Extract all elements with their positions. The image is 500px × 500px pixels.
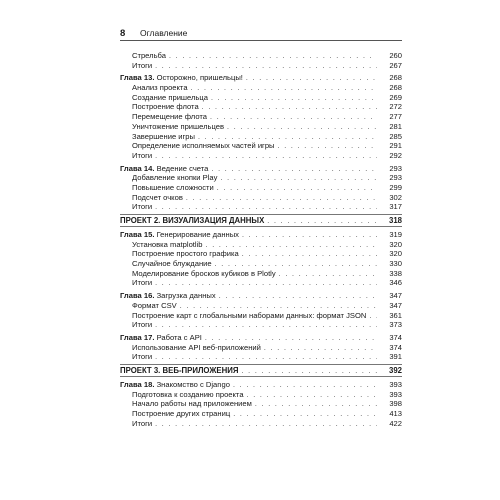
dot-leader bbox=[267, 216, 377, 227]
dot-leader bbox=[219, 292, 377, 302]
chapter-title: Знакомство с Django bbox=[156, 379, 230, 389]
toc-chapter-row[interactable] bbox=[120, 230, 402, 240]
toc-entry-title: Установка matplotlib bbox=[132, 239, 203, 249]
toc-entry-row[interactable] bbox=[120, 112, 402, 122]
dot-leader bbox=[211, 165, 377, 175]
toc-page-number: 392 bbox=[388, 365, 402, 375]
toc-page-number: 267 bbox=[389, 60, 402, 70]
dot-leader bbox=[191, 84, 377, 94]
toc-page-number: 293 bbox=[389, 163, 402, 173]
toc-entry-title: Уничтожение пришельцев bbox=[132, 121, 225, 131]
toc-entry-row[interactable] bbox=[120, 193, 402, 203]
toc-chapter-row[interactable] bbox=[120, 164, 402, 174]
toc-page-number: 318 bbox=[388, 216, 402, 225]
toc-page-number: 393 bbox=[389, 389, 402, 399]
toc-entry-row[interactable] bbox=[120, 83, 402, 93]
toc-entry-row[interactable] bbox=[120, 352, 402, 362]
dot-leader bbox=[217, 184, 377, 194]
toc-entry-title bbox=[120, 73, 243, 83]
chapter-title: Осторожно, пришельцы! bbox=[156, 73, 243, 83]
toc-page-number: 374 bbox=[389, 342, 402, 352]
toc-page-number: 320 bbox=[389, 249, 402, 259]
dot-leader bbox=[233, 381, 377, 391]
toc-chapter-row[interactable] bbox=[120, 380, 402, 390]
dot-leader bbox=[369, 312, 377, 322]
dot-leader bbox=[242, 231, 377, 241]
dot-leader bbox=[155, 62, 377, 72]
toc-entry-row[interactable] bbox=[120, 202, 402, 212]
toc-entry-title: Стрельба bbox=[132, 51, 166, 60]
toc-entry-title bbox=[120, 380, 230, 390]
toc-page-number: 398 bbox=[389, 399, 402, 409]
toc-entry-row[interactable] bbox=[120, 269, 402, 279]
toc-entry-row[interactable] bbox=[120, 183, 402, 193]
dot-leader bbox=[155, 279, 377, 289]
toc-page-number: 268 bbox=[389, 83, 402, 93]
toc-entry-row[interactable] bbox=[120, 301, 402, 311]
chapter-title: Загрузка данных bbox=[156, 291, 216, 301]
dot-leader bbox=[247, 391, 377, 401]
toc-entry-title bbox=[120, 291, 216, 301]
toc-page-number: 422 bbox=[389, 418, 402, 428]
toc-page-number: 291 bbox=[389, 141, 402, 151]
toc-entry-title: ПРОЕКТ 3. ВЕБ-ПРИЛОЖЕНИЯ bbox=[120, 365, 239, 375]
toc-entry-title bbox=[120, 164, 208, 174]
toc-entry-title: Моделирование бросков кубиков в Plotly bbox=[132, 268, 276, 278]
toc-page-number: 285 bbox=[389, 131, 402, 141]
toc-entry-title: Перемещение флота bbox=[132, 112, 207, 122]
toc-entry-row[interactable] bbox=[120, 278, 402, 288]
toc-entry-title: Добавление кнопки Play bbox=[132, 173, 218, 183]
dot-leader bbox=[155, 152, 377, 162]
dot-leader bbox=[264, 344, 377, 354]
toc-page-number: 299 bbox=[389, 182, 402, 192]
toc-page-number: 260 bbox=[389, 51, 402, 60]
toc-chapter-row[interactable] bbox=[120, 291, 402, 301]
section-title: Оглавление bbox=[140, 28, 188, 38]
toc-entry-row[interactable] bbox=[120, 240, 402, 250]
toc-entry-row[interactable] bbox=[120, 51, 402, 61]
toc-page-number: 272 bbox=[389, 102, 402, 112]
chapter-label: Глава 17. bbox=[120, 332, 155, 342]
chapter-label: Глава 13. bbox=[120, 73, 155, 83]
chapter-title: Ведение счета bbox=[156, 163, 209, 173]
dot-leader bbox=[210, 113, 377, 123]
toc-page-number: 319 bbox=[389, 230, 402, 239]
toc-entry-title: Итоги bbox=[132, 278, 153, 288]
toc-entry-title: Создание пришельца bbox=[132, 92, 208, 102]
toc-page-number: 292 bbox=[389, 150, 402, 160]
dot-leader bbox=[278, 142, 377, 152]
toc-entry-title: Итоги bbox=[132, 352, 153, 362]
dot-leader bbox=[227, 123, 377, 133]
toc-page-number: 302 bbox=[389, 192, 402, 202]
toc-entry-title: Итоги bbox=[132, 202, 153, 212]
toc-page-number: 393 bbox=[389, 379, 402, 389]
dot-leader bbox=[242, 250, 377, 260]
toc-page-number: 347 bbox=[389, 291, 402, 301]
toc-entry-row[interactable] bbox=[120, 249, 402, 259]
toc-entry-title: Итоги bbox=[132, 60, 153, 70]
toc-page-number: 373 bbox=[389, 320, 402, 330]
toc-page-number: 317 bbox=[389, 202, 402, 212]
toc-page-number: 277 bbox=[389, 112, 402, 122]
chapter-title: Генерирование данных bbox=[156, 230, 239, 239]
chapter-label: Глава 14. bbox=[120, 163, 155, 173]
toc-page-number: 269 bbox=[389, 92, 402, 102]
toc-page-number: 346 bbox=[389, 278, 402, 288]
toc-entry-title: Построение карт с глобальными наборами данных: формат JSON bbox=[132, 310, 367, 320]
toc-entry-row[interactable] bbox=[120, 320, 402, 330]
toc-entry-title: Случайное блуждание bbox=[132, 259, 212, 269]
dot-leader bbox=[169, 52, 377, 62]
dot-leader bbox=[186, 194, 377, 204]
toc-page-number: 391 bbox=[389, 352, 402, 362]
toc-page-number: 281 bbox=[389, 121, 402, 131]
dot-leader bbox=[155, 203, 377, 213]
chapter-label: Глава 18. bbox=[120, 379, 155, 389]
chapter-label: Глава 15. bbox=[120, 230, 155, 239]
toc-entry-title bbox=[120, 333, 202, 343]
toc-page-number: 320 bbox=[389, 239, 402, 249]
dot-leader bbox=[155, 420, 377, 430]
page-number: 8 bbox=[120, 28, 126, 39]
toc-entry-row[interactable] bbox=[120, 141, 402, 151]
toc-project-row[interactable] bbox=[120, 214, 402, 227]
dot-leader bbox=[255, 400, 377, 410]
dot-leader bbox=[241, 366, 377, 377]
toc-entry-row[interactable] bbox=[120, 173, 402, 183]
toc-entry-title: Определение исполняемых частей игры bbox=[132, 141, 275, 151]
dot-leader bbox=[211, 94, 377, 104]
toc-entry-row[interactable] bbox=[120, 259, 402, 269]
toc-entry-row[interactable] bbox=[120, 93, 402, 103]
toc-entry-title: Использование API веб-приложений bbox=[132, 342, 261, 352]
toc-entry-title: Завершение игры bbox=[132, 131, 195, 141]
toc-entry-row[interactable] bbox=[120, 61, 402, 71]
toc-entry-title: Итоги bbox=[132, 150, 153, 160]
toc-entry-row[interactable] bbox=[120, 102, 402, 112]
toc-page-number: 413 bbox=[389, 409, 402, 418]
toc-entry-title: Повышение сложности bbox=[132, 182, 214, 192]
toc-chapter-row[interactable] bbox=[120, 73, 402, 83]
toc-entry-row[interactable] bbox=[120, 151, 402, 161]
dot-leader bbox=[155, 321, 377, 331]
toc-entry-title: Анализ проекта bbox=[132, 83, 188, 93]
toc-entry-row[interactable] bbox=[120, 343, 402, 353]
dot-leader bbox=[202, 103, 377, 113]
toc-page-number: 374 bbox=[389, 332, 402, 342]
toc-page-number: 268 bbox=[389, 73, 402, 83]
chapter-title: Работа с API bbox=[156, 332, 202, 342]
toc-entry-row[interactable] bbox=[120, 390, 402, 400]
toc-entry-row[interactable] bbox=[120, 122, 402, 132]
toc-project-row[interactable] bbox=[120, 364, 402, 377]
toc-entry-title: Подсчет очков bbox=[132, 192, 183, 202]
toc-page-number: 347 bbox=[389, 300, 402, 310]
toc-entry-row[interactable] bbox=[120, 409, 402, 419]
table-of-contents bbox=[120, 51, 402, 428]
dot-leader bbox=[233, 410, 377, 420]
toc-entry-title: Формат CSV bbox=[132, 300, 177, 310]
toc-chapter-row[interactable] bbox=[120, 333, 402, 343]
page-header bbox=[120, 28, 402, 41]
toc-entry-title: Построение простого графика bbox=[132, 249, 239, 259]
toc-entry-title: Итоги bbox=[132, 418, 153, 428]
toc-page-number: 330 bbox=[389, 259, 402, 269]
dot-leader bbox=[246, 74, 377, 84]
toc-page-number: 361 bbox=[389, 310, 402, 320]
toc-entry-title: Построение других страниц bbox=[132, 409, 231, 418]
toc-entry-row[interactable] bbox=[120, 311, 402, 321]
toc-entry-title bbox=[120, 230, 239, 240]
dot-leader bbox=[220, 174, 377, 184]
toc-entry-title: Подготовка к созданию проекта bbox=[132, 389, 244, 399]
toc-entry-row[interactable] bbox=[120, 132, 402, 142]
dot-leader bbox=[155, 353, 377, 363]
chapter-label: Глава 16. bbox=[120, 291, 155, 301]
dot-leader bbox=[279, 270, 377, 280]
toc-entry-title: Начало работы над приложением bbox=[132, 399, 252, 409]
toc-entry-title: ПРОЕКТ 2. ВИЗУАЛИЗАЦИЯ ДАННЫХ bbox=[120, 216, 265, 225]
toc-entry-row[interactable] bbox=[120, 419, 402, 429]
toc-page-number: 338 bbox=[389, 268, 402, 278]
toc-entry-row[interactable] bbox=[120, 399, 402, 409]
toc-entry-title: Построение флота bbox=[132, 102, 199, 112]
toc-entry-title: Итоги bbox=[132, 320, 153, 330]
toc-page-number: 293 bbox=[389, 173, 402, 183]
